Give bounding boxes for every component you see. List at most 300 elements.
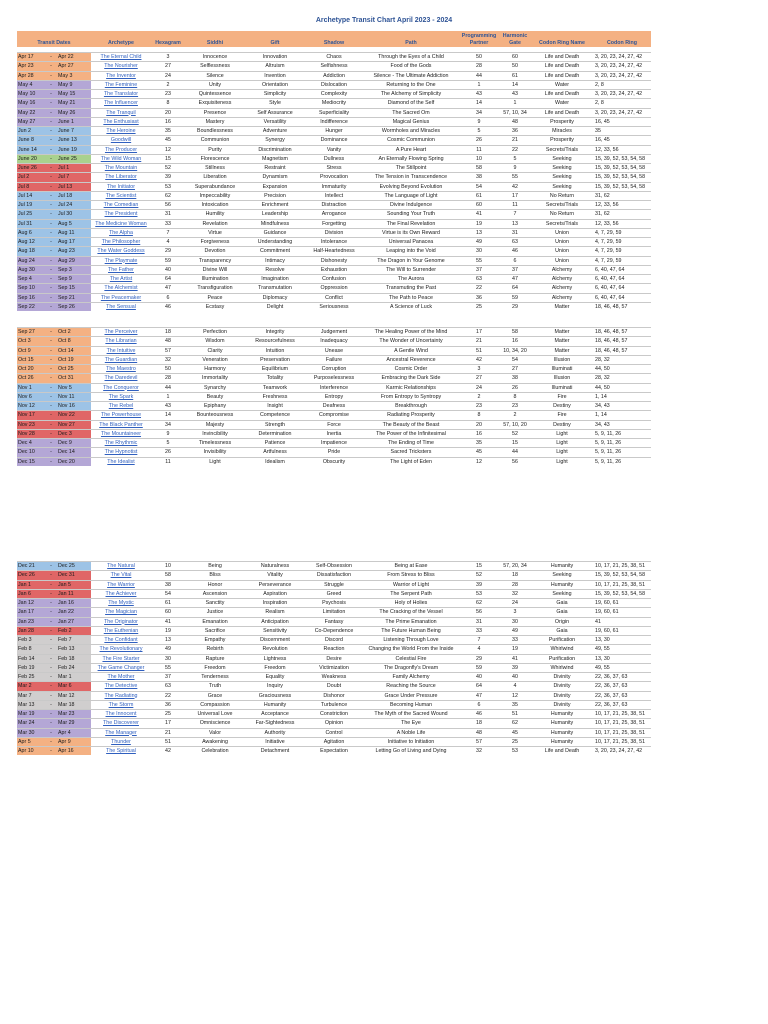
programming-partner-cell: 13 (459, 228, 499, 237)
shadow-cell: Confusion (305, 275, 363, 284)
header-gift: Gift (245, 31, 305, 47)
siddhi-cell: Mastery (185, 117, 245, 126)
harmonic-gate-cell: 24 (499, 599, 531, 608)
harmonic-gate-cell: 56 (499, 457, 531, 466)
start-date: Sep 27 (18, 329, 35, 335)
gift-cell: Artfulness (245, 448, 305, 457)
date-separator: - (50, 563, 52, 569)
programming-partner-cell: 41 (459, 210, 499, 219)
end-date: June 1 (58, 118, 74, 125)
codon-ring-cell: 10, 17, 21, 25, 38, 51 (593, 580, 651, 589)
siddhi-cell: Bounteousness (185, 411, 245, 420)
gift-cell: Imagination (245, 275, 305, 284)
date-separator: - (50, 81, 52, 88)
start-date: May 4 (18, 81, 33, 88)
harmonic-gate-cell: 39 (499, 663, 531, 672)
harmonic-gate-cell: 22 (499, 145, 531, 154)
archetype-link[interactable]: The Powerhouse (91, 411, 151, 420)
start-date: Apr 23 (18, 63, 34, 70)
hexagram-cell: 26 (151, 448, 185, 457)
end-date: Jul 1 (58, 165, 70, 171)
path-cell: Divine Indulgence (363, 201, 459, 210)
programming-partner-cell: 36 (459, 293, 499, 302)
siddhi-cell: Liberation (185, 173, 245, 182)
gift-cell: Humanity (245, 700, 305, 709)
codon-ring-cell: 15, 39, 52, 53, 54, 58 (593, 589, 651, 598)
archetype-link[interactable]: The Idealist (91, 457, 151, 466)
table-row (17, 673, 651, 682)
date-separator: - (50, 403, 52, 409)
codon-ring-cell: 34, 43 (593, 402, 651, 411)
shadow-cell: Dominance (305, 136, 363, 145)
archetype-link[interactable]: The Water Goddess (91, 247, 151, 256)
start-date: Dec 10 (18, 449, 35, 456)
header-harmonic-gate: Harmonic Gate (499, 31, 531, 47)
archetype-link[interactable]: The President (91, 210, 151, 219)
hexagram-cell: 16 (151, 117, 185, 126)
harmonic-gate-cell: 28 (499, 580, 531, 589)
harmonic-gate-cell: 54 (499, 355, 531, 364)
archetype-link[interactable]: The Warrior (91, 580, 151, 589)
date-separator: - (50, 421, 52, 428)
codon-ring-name-cell: Life and Death (531, 62, 593, 71)
shadow-cell: Vanity (305, 145, 363, 154)
siddhi-cell: Majesty (185, 420, 245, 429)
archetype-link[interactable]: The Translator (91, 90, 151, 99)
codon-ring-name-cell: Secrets/Trials (531, 201, 593, 210)
archetype-link[interactable]: The Black Panther (91, 420, 151, 429)
transit-dates-cell (17, 247, 91, 256)
start-date: Feb 25 (18, 674, 35, 680)
hexagram-cell: 44 (151, 383, 185, 392)
path-cell: From Entropy to Syntropy (363, 392, 459, 401)
codon-ring-name-cell: Alchemy (531, 293, 593, 302)
start-date: Dec 21 (18, 563, 35, 569)
siddhi-cell: Justice (185, 608, 245, 617)
archetype-link[interactable]: The Conqueror (91, 383, 151, 392)
table-row (17, 346, 651, 355)
path-cell: Diamond of the Self (363, 99, 459, 108)
shadow-cell: Half-Heartedness (305, 247, 363, 256)
archetype-link[interactable]: The Enthusiast (91, 117, 151, 126)
start-date: Nov 6 (18, 393, 32, 400)
gift-cell: Preservation (245, 355, 305, 364)
path-cell: An Eternally Flowing Spring (363, 154, 459, 163)
codon-ring-cell: 44, 50 (593, 365, 651, 374)
path-cell: The Sacred Om (363, 108, 459, 117)
archetype-link[interactable]: The Feminine (91, 80, 151, 89)
end-date: Nov 27 (58, 421, 75, 428)
codon-ring-name-cell: Seeking (531, 164, 593, 173)
start-date: Jan 12 (18, 600, 34, 606)
archetype-link[interactable]: The Inventor (91, 71, 151, 80)
shadow-cell: Doubt (305, 682, 363, 691)
table-row (17, 571, 651, 580)
path-cell: Celestial Fire (363, 654, 459, 663)
archetype-link[interactable]: The Alpha (91, 228, 151, 237)
archetype-link[interactable]: The Spark (91, 392, 151, 401)
codon-ring-name-cell: Seeking (531, 589, 593, 598)
transit-dates-cell (17, 127, 91, 136)
archetype-link[interactable]: The Rebel (91, 402, 151, 411)
archetype-link[interactable]: The Perceiver (91, 328, 151, 337)
end-date: Jan 16 (58, 600, 74, 606)
archetype-link[interactable]: The Manager (91, 728, 151, 737)
date-separator: - (50, 202, 52, 208)
archetype-link[interactable]: The Comedian (91, 201, 151, 210)
programming-partner-cell: 12 (459, 457, 499, 466)
hexagram-cell: 64 (151, 275, 185, 284)
siddhi-cell: Rapture (185, 654, 245, 663)
date-separator: - (50, 729, 52, 736)
codon-ring-cell: 31, 62 (593, 191, 651, 200)
harmonic-gate-cell: 27 (499, 365, 531, 374)
table-row (17, 710, 651, 719)
shadow-cell: Arrogance (305, 210, 363, 219)
archetype-link[interactable]: The Artist (91, 275, 151, 284)
transit-dates-cell (17, 201, 91, 210)
transit-dates-cell (17, 154, 91, 163)
path-cell: Universal Panacea (363, 238, 459, 247)
codon-ring-cell: 4, 7, 29, 59 (593, 256, 651, 265)
hexagram-cell: 61 (151, 599, 185, 608)
table-row (17, 626, 651, 635)
siddhi-cell: Omniscience (185, 719, 245, 728)
archetype-link[interactable]: The Storm (91, 700, 151, 709)
table-row (17, 728, 651, 737)
hexagram-cell: 17 (151, 719, 185, 728)
table-row (17, 145, 651, 154)
start-date: Jul 8 (18, 183, 30, 190)
gift-cell: Simplicity (245, 90, 305, 99)
gift-cell: Competence (245, 411, 305, 420)
start-date: Jan 1 (18, 581, 31, 588)
path-cell: The Stillpoint (363, 164, 459, 173)
archetype-link[interactable]: The Initiator (91, 182, 151, 191)
siddhi-cell: Perfection (185, 328, 245, 337)
codon-ring-cell: 6, 40, 47, 64 (593, 284, 651, 293)
hexagram-cell: 25 (151, 710, 185, 719)
siddhi-cell: Harmony (185, 365, 245, 374)
programming-partner-cell: 56 (459, 608, 499, 617)
codon-ring-cell: 5, 9, 11, 26 (593, 457, 651, 466)
end-date: June 19 (58, 146, 77, 153)
transit-dates-cell (17, 728, 91, 737)
path-cell: Returning to the One (363, 80, 459, 89)
archetype-link[interactable]: The Peacemaker (91, 293, 151, 302)
codon-ring-cell: 5, 9, 11, 26 (593, 429, 651, 438)
date-separator: - (50, 100, 52, 107)
codon-ring-name-cell: Light (531, 448, 593, 457)
gift-cell: Determination (245, 429, 305, 438)
programming-partner-cell: 49 (459, 238, 499, 247)
archetype-link[interactable]: The Fire Starter (91, 654, 151, 663)
start-date: May 27 (18, 118, 36, 125)
archetype-link[interactable]: The Originator (91, 617, 151, 626)
codon-ring-name-cell: Life and Death (531, 53, 593, 62)
table-row (17, 617, 651, 626)
hexagram-cell: 15 (151, 154, 185, 163)
hexagram-cell: 12 (151, 145, 185, 154)
archetype-link[interactable]: The Heroine (91, 127, 151, 136)
archetype-link[interactable]: The Innocent (91, 710, 151, 719)
codon-ring-name-cell: Seeking (531, 173, 593, 182)
transit-dates-cell (17, 219, 91, 228)
path-cell: The Power of the Infinitesimal (363, 429, 459, 438)
shadow-cell: Greed (305, 589, 363, 598)
hexagram-cell: 48 (151, 337, 185, 346)
end-date: Dec 31 (58, 572, 75, 579)
date-separator: - (50, 375, 52, 382)
shadow-cell: Agitation (305, 737, 363, 746)
path-cell: Silence - The Ultimate Addiction (363, 71, 459, 80)
transit-dates-cell (17, 337, 91, 346)
transit-dates-cell (17, 284, 91, 293)
path-cell: The Serpent Path (363, 589, 459, 598)
programming-partner-cell: 37 (459, 265, 499, 274)
siddhi-cell: Clarity (185, 346, 245, 355)
archetype-link[interactable]: The Father (91, 265, 151, 274)
end-date: Oct 31 (58, 375, 74, 382)
codon-ring-name-cell: Humanity (531, 710, 593, 719)
siddhi-cell: Humility (185, 210, 245, 219)
date-separator: - (50, 229, 52, 236)
archetype-link[interactable]: The Sensual (91, 302, 151, 311)
table-row (17, 210, 651, 219)
gift-cell: Anticipation (245, 617, 305, 626)
siddhi-cell: Purity (185, 145, 245, 154)
archetype-link[interactable]: The Radiating (91, 691, 151, 700)
harmonic-gate-cell: 59 (499, 293, 531, 302)
siddhi-cell: Transfiguration (185, 284, 245, 293)
programming-partner-cell: 21 (459, 337, 499, 346)
archetype-link[interactable]: The Discoverer (91, 719, 151, 728)
siddhi-cell: Celebration (185, 747, 245, 756)
date-separator: - (50, 239, 52, 245)
programming-partner-cell: 18 (459, 719, 499, 728)
archetype-link[interactable]: The Eternal Child (91, 53, 151, 62)
shadow-cell: Judgement (305, 328, 363, 337)
archetype-link[interactable]: The Hypnotist (91, 448, 151, 457)
gift-cell: Detachment (245, 747, 305, 756)
siddhi-cell: Quintessence (185, 90, 245, 99)
codon-ring-name-cell: Union (531, 238, 593, 247)
shadow-cell: Chaos (305, 53, 363, 62)
shadow-cell: Hunger (305, 127, 363, 136)
shadow-cell: Discord (305, 636, 363, 645)
hexagram-cell: 47 (151, 284, 185, 293)
codon-ring-cell: 5, 9, 11, 26 (593, 439, 651, 448)
shadow-cell: Interference (305, 383, 363, 392)
archetype-link[interactable]: The Game Changer (91, 663, 151, 672)
transit-dates-cell (17, 383, 91, 392)
start-date: Sep 22 (18, 303, 35, 310)
archetype-link[interactable]: The Medicine Woman (91, 219, 151, 228)
start-date: Oct 9 (18, 347, 31, 354)
archetype-link[interactable]: The Daredevil (91, 374, 151, 383)
programming-partner-cell: 64 (459, 682, 499, 691)
archetype-link[interactable]: The Rhythmic (91, 439, 151, 448)
shadow-cell: Exhaustion (305, 265, 363, 274)
archetype-link[interactable]: The Scientist (91, 191, 151, 200)
date-separator: - (50, 664, 52, 671)
codon-ring-name-cell: Prosperity (531, 136, 593, 145)
path-cell: The Alchemy of Simplicity (363, 90, 459, 99)
archetype-link[interactable]: The Librarian (91, 337, 151, 346)
codon-ring-cell: 10, 17, 21, 25, 38, 51 (593, 728, 651, 737)
siddhi-cell: Unity (185, 80, 245, 89)
end-date: Feb 7 (58, 637, 72, 643)
archetype-link[interactable]: The Revolutionary (91, 645, 151, 654)
archetype-link[interactable]: The Detective (91, 682, 151, 691)
siddhi-cell: Boundlessness (185, 127, 245, 136)
archetype-link[interactable]: The Mountain (91, 164, 151, 173)
archetype-link[interactable]: The Liberator (91, 173, 151, 182)
siddhi-cell: Virtue (185, 228, 245, 237)
codon-ring-cell: 3, 20, 23, 24, 27, 42 (593, 747, 651, 756)
siddhi-cell: Timelessness (185, 439, 245, 448)
harmonic-gate-cell: 37 (499, 265, 531, 274)
archetype-link[interactable]: The Playmate (91, 256, 151, 265)
archetype-link[interactable]: The Magician (91, 608, 151, 617)
table-row (17, 293, 651, 302)
table-row (17, 747, 651, 756)
archetype-link[interactable]: The Influencer (91, 99, 151, 108)
start-date: Nov 28 (18, 430, 35, 437)
codon-ring-name-cell: Divinity (531, 682, 593, 691)
archetype-link[interactable]: Thunder (91, 737, 151, 746)
programming-partner-cell: 54 (459, 182, 499, 191)
codon-ring-cell: 4, 7, 29, 59 (593, 247, 651, 256)
archetype-link[interactable]: The Achiever (91, 589, 151, 598)
transit-dates-cell (17, 673, 91, 682)
siddhi-cell: Intoxication (185, 201, 245, 210)
archetype-link[interactable]: The Wild Woman (91, 154, 151, 163)
end-date: Nov 16 (58, 403, 75, 409)
transit-dates-cell (17, 589, 91, 598)
archetype-link[interactable]: The Vital (91, 571, 151, 580)
codon-ring-cell: 22, 36, 37, 63 (593, 682, 651, 691)
start-date: Jul 25 (18, 211, 33, 218)
harmonic-gate-cell: 51 (499, 710, 531, 719)
shadow-cell: Co-Dependence (305, 626, 363, 635)
archetype-link[interactable]: Goodwill (91, 136, 151, 145)
archetype-link[interactable]: The Tranquil (91, 108, 151, 117)
transit-dates-cell (17, 374, 91, 383)
path-cell: Letting Go of Living and Dying (363, 747, 459, 756)
path-cell: Radiating Prosperity (363, 411, 459, 420)
codon-ring-cell: 15, 39, 52, 53, 54, 58 (593, 182, 651, 191)
shadow-cell: Addiction (305, 71, 363, 80)
programming-partner-cell: 43 (459, 90, 499, 99)
path-cell: Cosmic Communion (363, 136, 459, 145)
archetype-link[interactable]: The Guardian (91, 355, 151, 364)
harmonic-gate-cell: 15 (499, 439, 531, 448)
transit-dates-cell (17, 429, 91, 438)
gift-cell: Vitality (245, 571, 305, 580)
codon-ring-cell: 1, 14 (593, 411, 651, 420)
header-shadow: Shadow (305, 31, 363, 47)
harmonic-gate-cell: 62 (499, 719, 531, 728)
path-cell: Sounding Your Truth (363, 210, 459, 219)
start-date: Dec 26 (18, 572, 35, 579)
harmonic-gate-cell: 58 (499, 328, 531, 337)
codon-ring-name-cell: Humanity (531, 719, 593, 728)
codon-ring-name-cell: Humanity (531, 728, 593, 737)
start-date: Apr 10 (18, 748, 34, 754)
table-row (17, 355, 651, 364)
gift-cell: Insight (245, 402, 305, 411)
harmonic-gate-cell: 53 (499, 747, 531, 756)
gift-cell: Style (245, 99, 305, 108)
transit-dates-cell (17, 293, 91, 302)
archetype-link[interactable]: The Natural (91, 562, 151, 571)
codon-ring-cell: 3, 20, 23, 24, 27, 42 (593, 90, 651, 99)
transit-dates-cell (17, 691, 91, 700)
hexagram-cell: 51 (151, 737, 185, 746)
gift-cell: Authority (245, 728, 305, 737)
start-date: Mar 13 (18, 701, 35, 708)
date-separator: - (50, 738, 52, 745)
codon-ring-cell: 3, 20, 23, 24, 27, 42 (593, 62, 651, 71)
hexagram-cell: 22 (151, 691, 185, 700)
gift-cell: Freedom (245, 663, 305, 672)
programming-partner-cell: 45 (459, 448, 499, 457)
archetype-link[interactable]: The Mother (91, 673, 151, 682)
transit-dates-cell (17, 99, 91, 108)
table-row (17, 737, 651, 746)
archetype-link[interactable]: The Mystic (91, 599, 151, 608)
start-date: Sep 10 (18, 285, 35, 292)
archetype-link[interactable]: The Nourisher (91, 62, 151, 71)
archetype-link[interactable]: The Euthenian (91, 626, 151, 635)
end-date: Nov 22 (58, 412, 75, 419)
archetype-link[interactable]: The Philosopher (91, 238, 151, 247)
date-separator: - (50, 646, 52, 653)
siddhi-cell: Impeccability (185, 191, 245, 200)
date-separator: - (50, 581, 52, 588)
archetype-link[interactable]: The Intuitive (91, 346, 151, 355)
table-row (17, 219, 651, 228)
start-date: Oct 20 (18, 366, 34, 372)
archetype-link[interactable]: The Maestro (91, 365, 151, 374)
codon-ring-name-cell: Union (531, 256, 593, 265)
path-cell: From Stress to Bliss (363, 571, 459, 580)
harmonic-gate-cell: 32 (499, 589, 531, 598)
archetype-link[interactable]: The Spiritual (91, 747, 151, 756)
archetype-link[interactable]: The Mountaineer (91, 429, 151, 438)
date-separator: - (50, 211, 52, 218)
start-date: Apr 5 (18, 738, 31, 745)
start-date: Jan 6 (18, 590, 31, 597)
gift-cell: Innovation (245, 53, 305, 62)
codon-ring-name-cell: Union (531, 247, 593, 256)
hexagram-cell: 46 (151, 302, 185, 311)
harmonic-gate-cell: 2 (499, 411, 531, 420)
archetype-link[interactable]: The Confidant (91, 636, 151, 645)
archetype-link[interactable]: The Producer (91, 145, 151, 154)
codon-ring-name-cell: Divinity (531, 700, 593, 709)
codon-ring-cell: 49, 55 (593, 663, 651, 672)
harmonic-gate-cell: 44 (499, 448, 531, 457)
transit-dates-cell (17, 411, 91, 420)
codon-ring-cell: 22, 36, 37, 63 (593, 700, 651, 709)
shadow-cell: Victimization (305, 663, 363, 672)
transit-dates-cell (17, 302, 91, 311)
end-date: Jan 27 (58, 618, 74, 625)
siddhi-cell: Truth (185, 682, 245, 691)
archetype-link[interactable]: The Alchemist (91, 284, 151, 293)
